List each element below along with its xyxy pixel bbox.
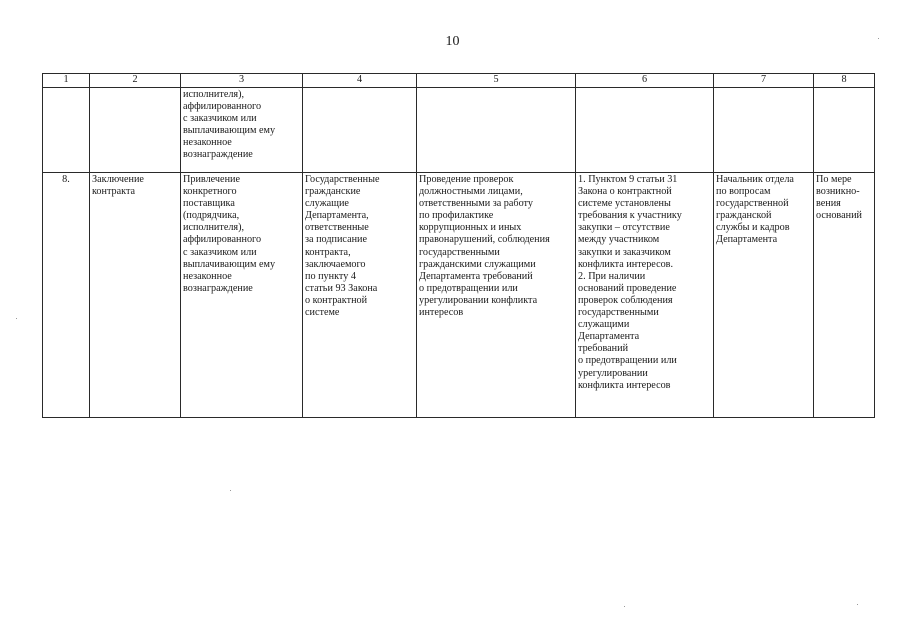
- cont-cell-legal-basis: [576, 88, 714, 173]
- scan-speck: [857, 604, 858, 605]
- stage-cell: Заключение контракта: [90, 173, 181, 418]
- header-cell-6: 6: [576, 74, 714, 88]
- header-cell-4: 4: [303, 74, 417, 88]
- header-cell-7: 7: [714, 74, 814, 88]
- cont-cell-measures: [417, 88, 576, 173]
- deadline-cell: По мере возникно- вения оснований: [814, 173, 875, 418]
- header-cell-1: 1: [43, 74, 90, 88]
- legal-basis-cell: 1. Пунктом 9 статьи 31 Закона о контрактной системе установлены требования к участнику закупки – отсутствие между участником закупки и заказчиком конфликта интересов. 2. При наличии оснований проведение проверок соблюдения государственными служащими Департамента требований о предотвращении или урегулировании конфликта интересов: [576, 173, 714, 418]
- positions-cell: Государственные гражданские служащие Департамента, ответственные за подписание контракта, заключаемого по пункту 4 статьи 93 Закона о контрактной системе: [303, 173, 417, 418]
- cont-cell-number: [43, 88, 90, 173]
- header-cell-5: 5: [417, 74, 576, 88]
- cont-cell-responsible: [714, 88, 814, 173]
- header-cell-3: 3: [181, 74, 303, 88]
- cont-cell-stage: [90, 88, 181, 173]
- row-number-cell: 8.: [43, 173, 90, 418]
- header-cell-8: 8: [814, 74, 875, 88]
- scan-speck: [230, 490, 231, 491]
- responsible-cell: Начальник отдела по вопросам государственной гражданской службы и кадров Департамента: [714, 173, 814, 418]
- table-row-continuation: [43, 88, 875, 173]
- cont-cell-risk: исполнителя), аффилированного с заказчиком или выплачивающим ему незаконное вознаграждение: [181, 88, 303, 173]
- scan-speck: [878, 38, 879, 39]
- corruption-risk-table: [42, 73, 875, 418]
- measures-cell: Проведение проверок должностными лицами, ответственными за работу по профилактике коррупционных и иных правонарушений, соблюдения государственными гражданскими служащими Департамента требований о предотвращении или урегулировании конфликта интересов: [417, 173, 576, 418]
- risk-cell: Привлечение конкретного поставщика (подрядчика, исполнителя), аффилированного с заказчиком или выплачивающим ему незаконное вознаграждение: [181, 173, 303, 418]
- cont-cell-positions: [303, 88, 417, 173]
- table-header-row: [43, 74, 875, 88]
- scan-speck: [16, 318, 17, 319]
- table-row-8: [43, 173, 875, 418]
- scan-speck: [624, 606, 625, 607]
- header-cell-2: 2: [90, 74, 181, 88]
- cont-cell-deadline: [814, 88, 875, 173]
- page-number: 10: [445, 34, 460, 49]
